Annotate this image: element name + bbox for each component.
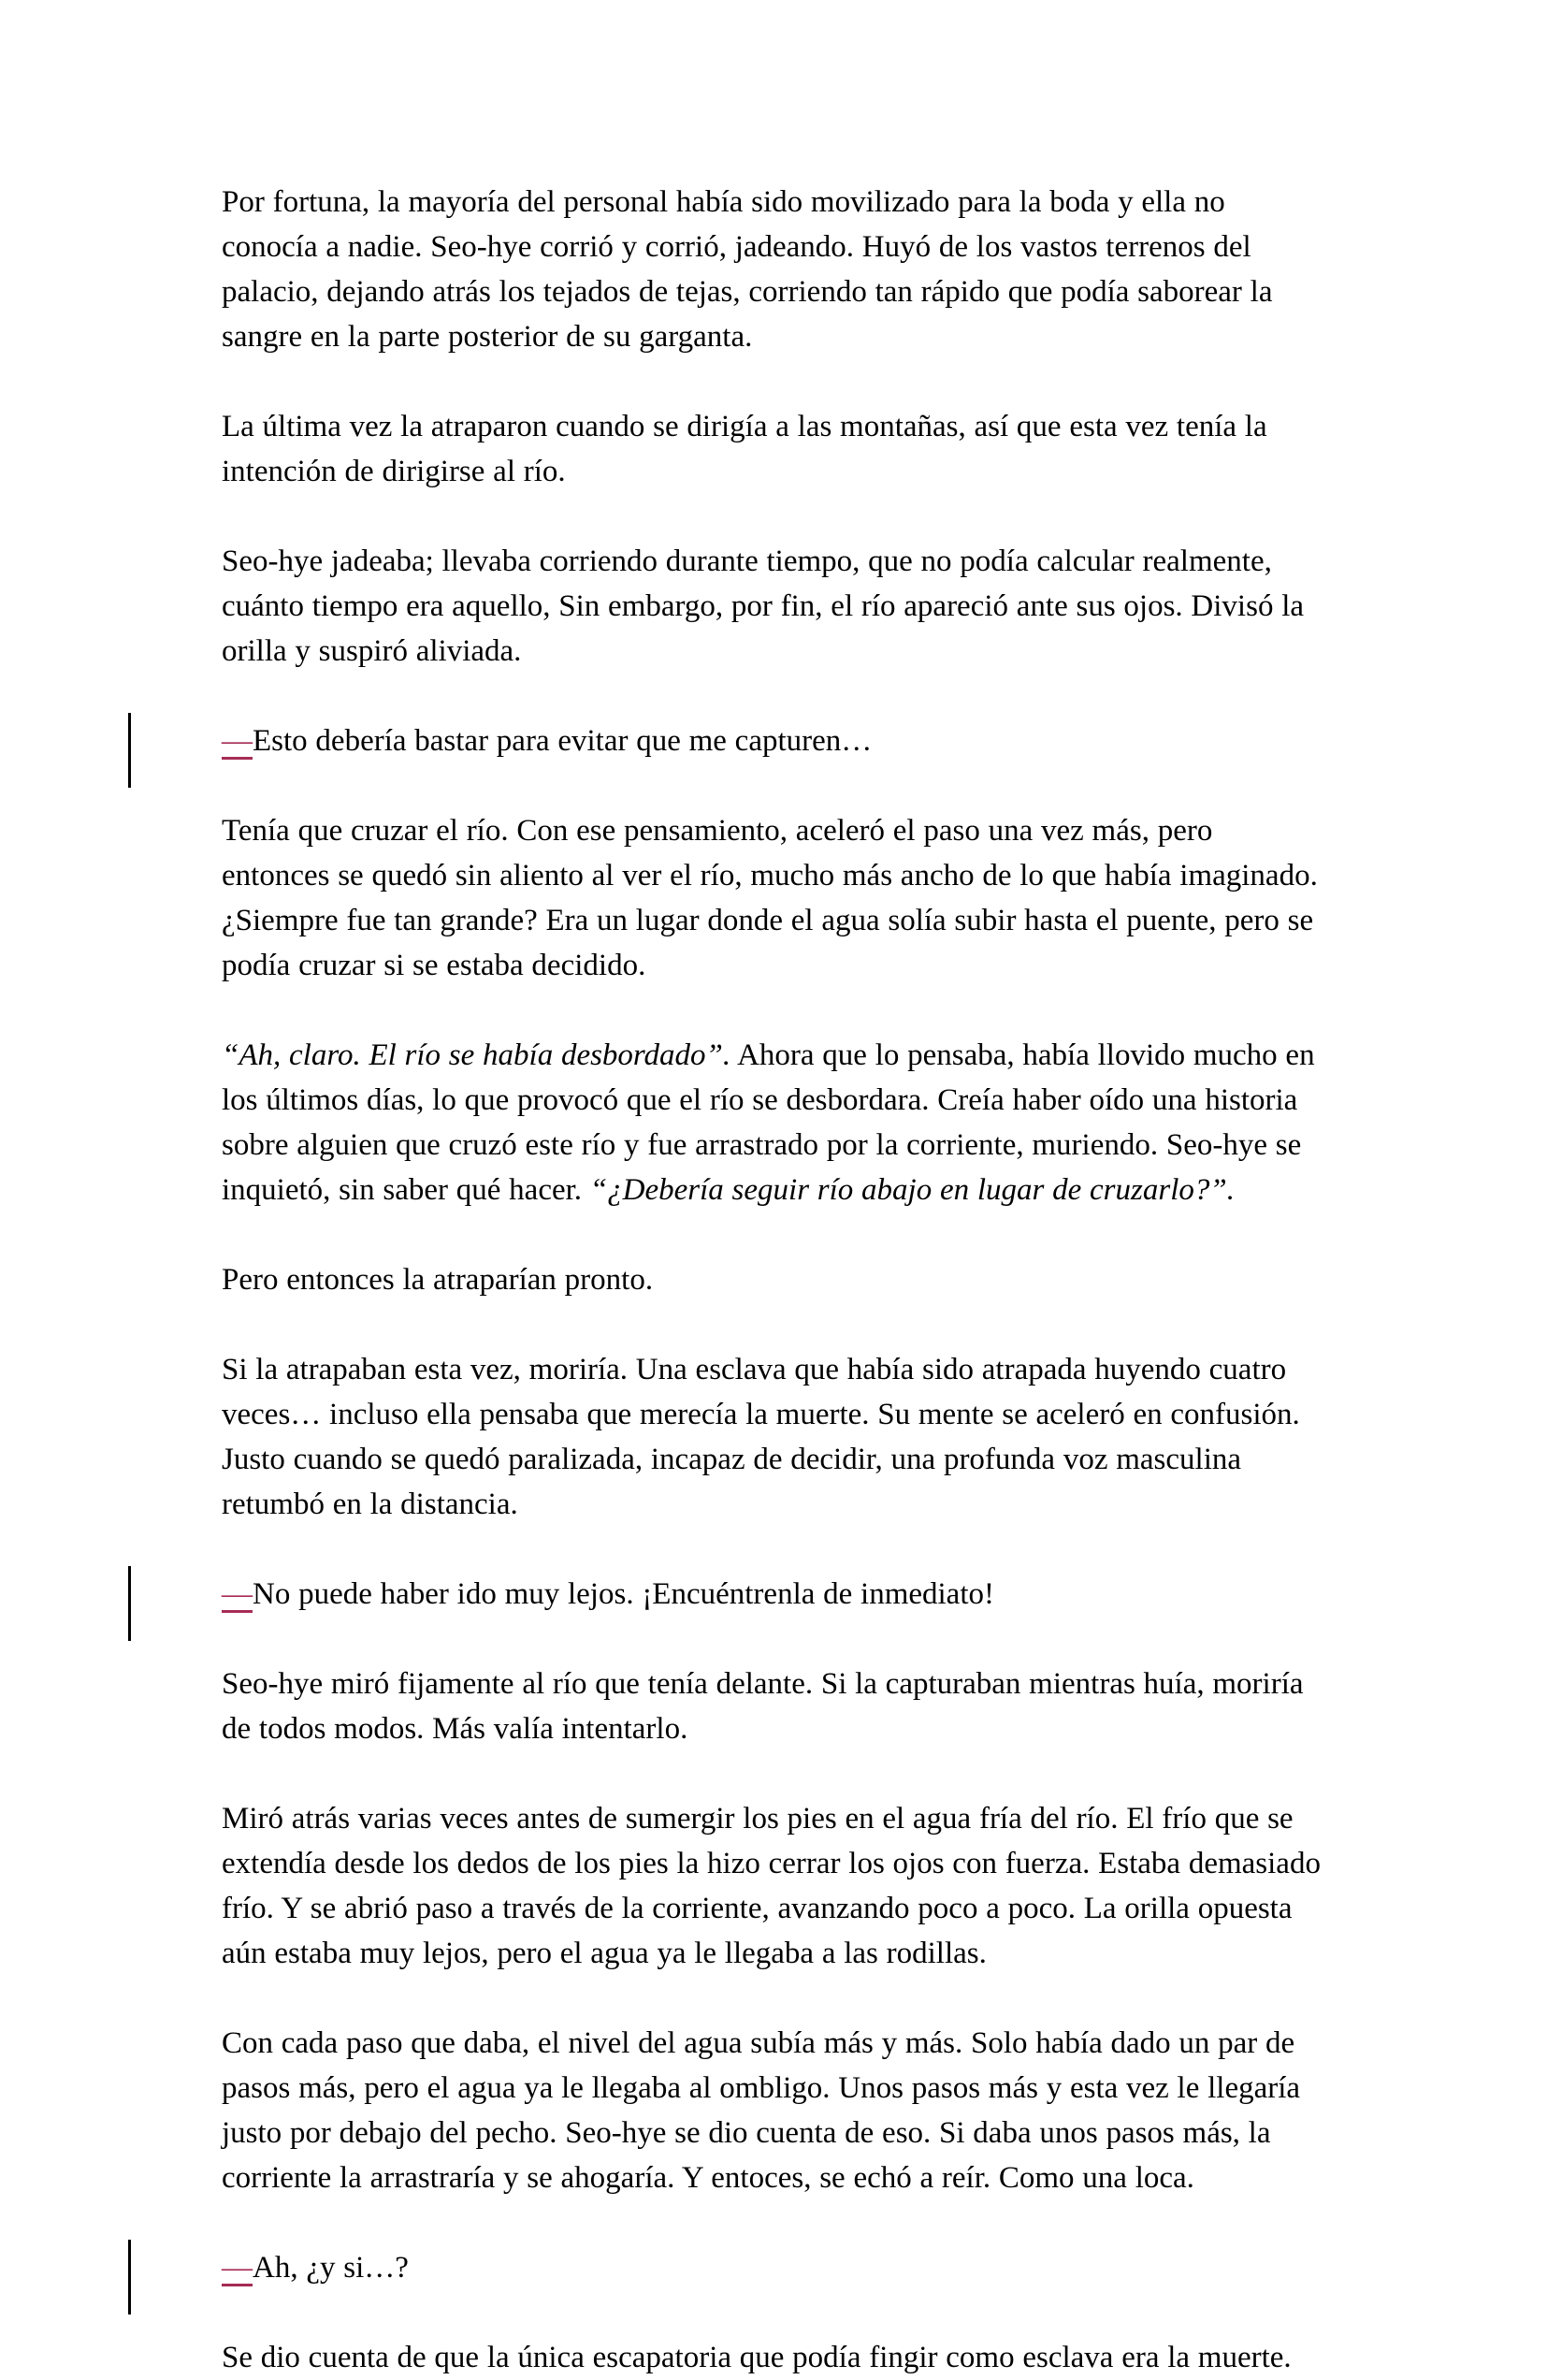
tracked-change-bar [128,713,131,788]
inserted-em-dash: — [222,724,253,758]
dialogue-text: Esto debería bastar para evitar que me capturen… [253,724,873,758]
tracked-change-bar [128,2240,131,2315]
paragraph-stare-at-river: Seo-hye miró fijamente al río que tenía delante. Si la capturaban mientras huía, moriría de todos modos. Más valía intentarlo. [222,1667,1304,1746]
paragraph-caught-soon: Pero entonces la atraparían pronto. [222,1263,654,1297]
inserted-em-dash: — [222,2251,253,2285]
paragraph-only-escape: Se dio cuenta de que la única escapatoria que podía fingir como esclava era la muerte. [222,2341,1292,2374]
dialogue-text: No puede haber ido muy lejos. ¡Encuéntrenla de inmediato! [253,1577,994,1611]
inserted-em-dash: — [222,1577,253,1611]
dialogue-find-her [222,1572,1326,1617]
tracked-change-bar [128,1566,131,1641]
paragraph-water-rising: Con cada paso que daba, el nivel del agua subía más y más. Solo había dado un par de pasos más, pero el agua ya le llegaba al ombligo. Unos pasos más y esta vez le llegaría justo por debajo del pecho. Seo-hye se dio cuenta de eso. Si daba unos pasos más, la corriente la arrastraría y se ahogaría. Y entoces, se echó a reír. Como una loca. [222,2026,1301,2195]
paragraph-enter-water: Miró atrás varias veces antes de sumergir los pies en el agua fría del río. El frío que se extendía desde los dedos de los pies la hizo cerrar los ojos con fuerza. Estaba demasiado frío. Y se abrió paso a través de la corriente, avanzando poco a poco. La orilla opuesta aún estaba muy lejos, pero el agua ya le llegaba a las rodillas. [222,1802,1321,1970]
inner-thought-italic: “Ah, claro. El río se había desbordado”. [222,1038,731,1072]
dialogue-what-if [222,2245,1326,2290]
paragraph-head-to-river: La última vez la atraparon cuando se dirigía a las montañas, así que esta vez tenía la intención de dirigirse al río. [222,410,1267,488]
paragraph-flooded-river [222,1033,1326,1212]
paragraph-cross-river: Tenía que cruzar el río. Con ese pensamiento, aceleró el paso una vez más, pero entonces se quedó sin aliento al ver el río, mucho más ancho de lo que había imaginado. ¿Siempre fue tan grande? Era un lugar donde el agua solía subir hasta el puente, pero se podía cruzar si se estaba decidido. [222,814,1318,982]
paragraph-escape-palace: Por fortuna, la mayoría del personal había sido movilizado para la boda y ella no conocía a nadie. Seo-hye corrió y corrió, jadeando. Huyó de los vastos terrenos del palacio, dejando atrás los tejados de tejas, corriendo tan rápido que podía saborear la sangre en la parte posterior de su garganta. [222,185,1273,354]
paragraph-river-appears: Seo-hye jadeaba; llevaba corriendo durante tiempo, que no podía calcular realmente, cuánto tiempo era aquello, Sin embargo, por fin, el río apareció ante sus ojos. Divisó la orilla y suspiró aliviada. [222,544,1305,668]
dialogue-avoid-capture [222,718,1326,763]
inner-thought-italic: “¿Debería seguir río abajo en lugar de cruzarlo?”. [589,1173,1235,1207]
paragraph-slave-death: Si la atrapaban esta vez, moriría. Una esclava que había sido atrapada huyendo cuatro veces… incluso ella pensaba que merecía la muerte. Su mente se aceleró en confusión. Justo cuando se quedó paralizada, incapaz de decidir, una profunda voz masculina retumbó en la distancia. [222,1353,1300,1521]
dialogue-text: Ah, ¿y si…? [253,2251,409,2285]
narration-text: Ahora que lo pensaba, había llovido mucho en los últimos días, lo que provocó que el río se desbordara. Creía haber oído una historia sobre alguien que cruzó este río y fue arrastrado por la corriente, muriendo. Seo-hye se inquietó, sin saber qué hacer. [222,1038,1315,1207]
